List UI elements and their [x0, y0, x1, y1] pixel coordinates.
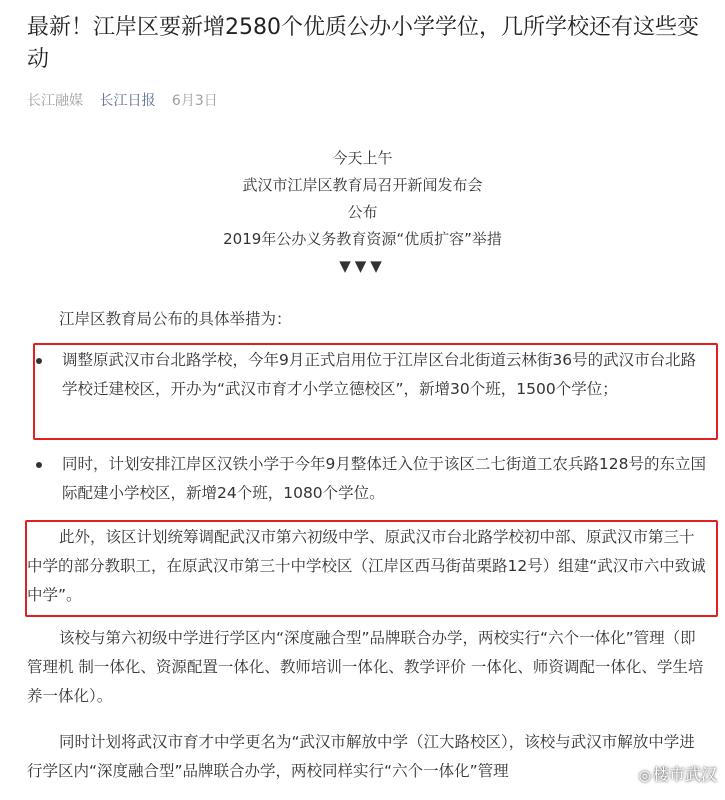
intro-line: 2019年公办义务教育资源“优质扩容”举措 — [223, 230, 502, 248]
down-arrows-icon: ▼▼▼ — [339, 257, 386, 275]
article-source: 长江融媒 — [27, 93, 83, 109]
list-item-text: 同时，计划安排江岸区汉铁小学于今年9月整体迁入位于该区二七街道工农兵路128号的东立国际配建小学校区，新增24个班，1080个学位。 — [62, 455, 706, 502]
watermark — [639, 762, 717, 785]
lead-paragraph: 江岸区教育局公布的具体举措为： — [59, 310, 292, 328]
paragraph: 同时计划将武汉市育才中学更名为“武汉市解放中学（江大路校区），该校与武汉市解放中学进行学区内“深度融合型”品牌联合办学，两校同样实行“六个一体化”管理 — [27, 733, 695, 780]
paragraph: 此外，该区计划统筹调配武汉市第六初级中学、原武汉市台北路学校初中部、原武汉市第三十中学的部分教职工，在原武汉市第三十中学校区（江岸区西马街苗栗路12号）组建“武汉市六中致诚中学”。 — [27, 528, 706, 604]
list-item — [40, 346, 708, 404]
article-meta — [27, 90, 230, 110]
account-link[interactable]: 长江日报 — [99, 93, 156, 109]
wechat-icon: ◎ — [638, 768, 651, 784]
article-title: 最新！江岸区要新增2580个优质公办小学学位，几所学校还有这些变动 — [27, 15, 699, 72]
intro-line: 今天上午 — [332, 149, 393, 167]
intro-line: 公布 — [347, 203, 378, 221]
article-date: 6月3日 — [171, 93, 218, 109]
intro-block — [0, 145, 725, 280]
list-item — [40, 450, 708, 508]
list-item-text: 调整原武汉市台北路学校，今年9月正式启用位于江岸区台北街道云林街36号的武汉市台北路学校迁建校区，开办为“武汉市育才小学立德校区”，新增30个班，1500个学位； — [62, 351, 697, 398]
intro-line: 武汉市江岸区教育局召开新闻发布会 — [242, 176, 483, 194]
paragraph: 该校与第六初级中学进行学区内“深度融合型”品牌联合办学，两校实行“六个一体化”管理（即管理机 制一体化、资源配置一体化、教师培训一体化、教学评价 一体化、师资调配一体化、学生培养一体化）。 — [27, 629, 704, 705]
watermark-text: 楼市武汉 — [652, 765, 717, 784]
bullet-icon — [36, 462, 42, 468]
bullet-icon — [36, 358, 42, 364]
